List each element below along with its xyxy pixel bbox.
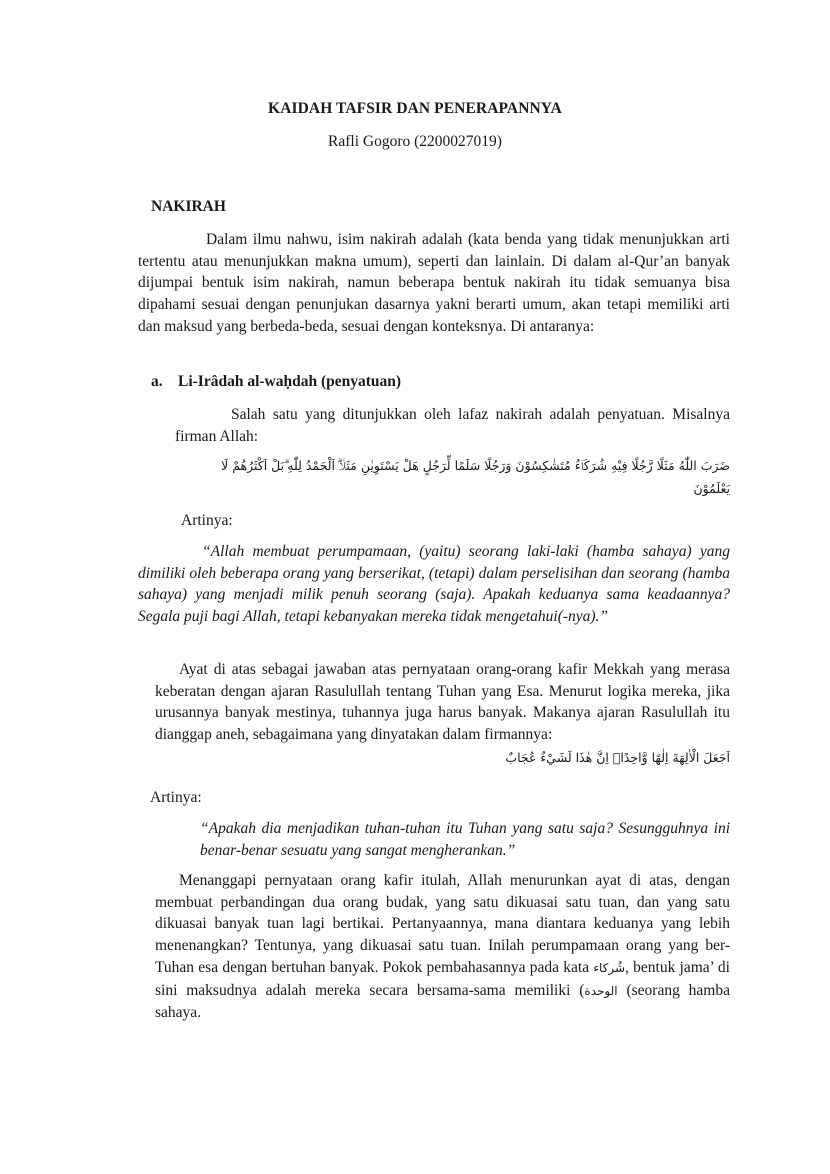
artinya-label-2: Artinya: [150,789,202,806]
arabic-verse-2: اَجَعَلَ الْاٰلِهَةَ اِلٰهًا وَّاحِدًاۖ اِنَّ هٰذَا لَشَيْءٌ عُجَابٌ [505,750,730,765]
arabic-verse-1: ضَرَبَ اللّٰهُ مَثَلًا رَّجُلًا فِيْهِ شُرَكَاۤءُ مُتَشٰكِسُوْنَ وَرَجُلًا سَلَمًا لِّرَجُلٍ هَلْ يَسْتَوِيٰنِ مَثَلًاۗ اَلْحَمْدُ لِلّٰهِ ۗبَلْ اَكْثَرُهُمْ لَا يَعْلَمُوْنَ [221,458,730,496]
translation-quote-2: “Apakah dia menjadikan tuhan-tuhan itu Tuhan yang satu saja? Sesungguhnya ini benar-benar sesuatu yang sangat mengherankan.” [200,820,730,859]
author-line: Rafli Gogoro (2200027019) [328,133,502,150]
subsection-title: Li-Irâdah al-waḥdah (penyatuan) [178,373,402,390]
intro-paragraph: Dalam ilmu nahwu, isim nakirah adalah (kata benda yang tidak menunjukkan arti tertentu atau menunjukkan makna umum), seperti dan lainlain. Di dalam al-Qur’an banyak dijumpai bentuk isim nakirah, namun beberapa bentuk nakirah itu tidak semuanya bisa dipahami sesuai dengan penunjukan dasarnya yakni berarti umum, akan tetapi memiliki arti dan maksud yang berbeda-beda, sesuai dengan konteksnya. Di antaranya: [138,231,730,335]
closing-paragraph [155,870,730,1024]
section-heading: NAKIRAH [151,198,226,215]
subsection-heading [151,373,401,391]
artinya-label-1: Artinya: [181,512,233,529]
closing-arabic-word-2: الوحدة [584,983,618,998]
document-title: KAIDAH TAFSIR DAN PENERAPANNYA [268,100,562,117]
closing-text-3: (seorang hamba sahaya. [155,981,730,1022]
translation-quote-1: “Allah membuat perumpamaan, (yaitu) seorang laki-laki (hamba sahaya) yang dimiliki oleh beberapa orang yang berserikat, (tetapi) dalam perselisihan dan seorang (hamba sahaya) yang menjadi milik penuh seorang (saja). Apakah keduanya sama keadaannya? Segala puji bagi Allah, tetapi kebanyakan mereka tidak mengetahui(-nya).” [138,543,730,626]
subsection-marker: a. [151,373,163,390]
explanation-paragraph: Ayat di atas sebagai jawaban atas pernyataan orang-orang kafir Mekkah yang merasa keberatan dengan ajaran Rasulullah tentang Tuhan yang Esa. Menurut logika mereka, jika urusannya banyak mestinya, tuhannya juga harus banyak. Makanya ajaran Rasulullah itu dianggap aneh, sebagaimana yang dinyatakan dalam firmannya: [155,661,730,744]
closing-text-1: Menanggapi pernyataan orang kafir itulah, Allah menurunkan ayat di atas, dengan membuat perbandingan dua orang budak, yang satu dikuasai satu tuan, dan yang satu dikuasai banyak tuan lagi bertikai. Pertanyaannya, mana diantara keduanya yang lebih menenangkan? Tentunya, yang dikuasai satu tuan. Inilah perumpamaan orang yang ber-Tuhan esa dengan bertuhan banyak. Pokok pembahasannya pada kata [155,872,730,976]
closing-arabic-word-1: شُركاء [593,960,626,975]
closing-text-2: , bentuk jama’ di sini maksudnya adalah mereka secara bersama-sama memiliki ( [155,958,730,999]
subsection-paragraph: Salah satu yang ditunjukkan oleh lafaz nakirah adalah penyatuan. Misalnya firman Allah: [175,406,730,445]
